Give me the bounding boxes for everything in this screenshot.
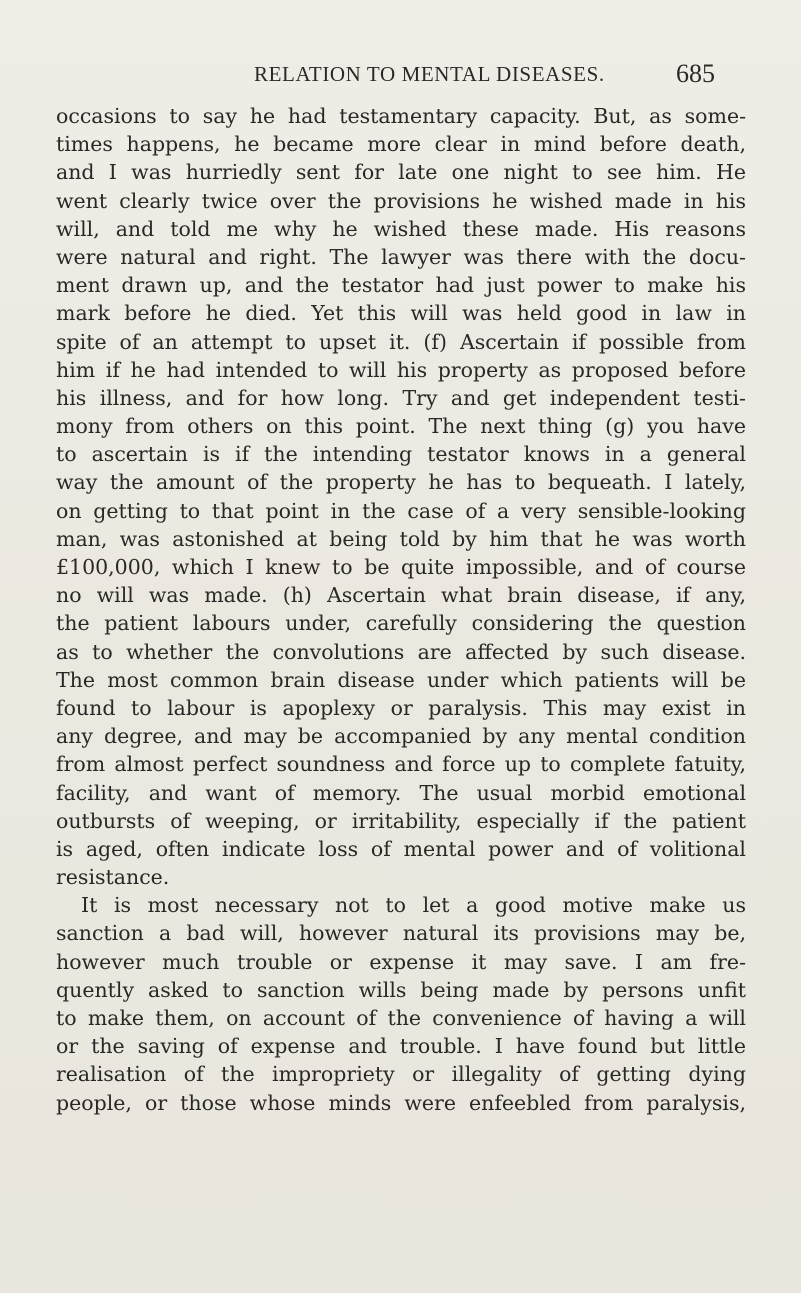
body-text: [56, 102, 746, 1117]
running-head: RELATION TO MENTAL DISEASES.: [254, 62, 605, 86]
text-line: realisation of the impropriety or illegality of getting dying: [56, 1062, 746, 1087]
text-line: to ascertain is if the intending testator knows in a general: [56, 442, 746, 467]
text-line: is aged, often indicate loss of mental power and of volitional: [56, 836, 746, 861]
text-line: on getting to that point in the case of a very sensible-looking: [56, 498, 746, 523]
text-line: way the amount of the property he has to bequeath. I lately,: [56, 470, 746, 495]
text-line: any degree, and may be accompanied by any mental condition: [56, 724, 746, 749]
text-line: as to whether the convolutions are affected by such disease.: [56, 639, 746, 664]
text-line: people, or those whose minds were enfeebled from paralysis,: [56, 1090, 746, 1115]
text-line: found to labour is apoplexy or paralysis. This may exist in: [56, 695, 746, 720]
text-line: will, and told me why he wished these made. His reasons: [56, 216, 746, 241]
page-number: 685: [676, 59, 715, 88]
text-line: his illness, and for how long. Try and get independent testi-: [56, 385, 746, 410]
text-line: to make them, on account of the convenience of having a will: [56, 1006, 746, 1030]
text-line: from almost perfect soundness and force up to complete fatuity,: [56, 752, 746, 777]
text-line: £100,000, which I knew to be quite impossible, and of course: [56, 555, 746, 579]
text-line: The most common brain disease under which patients will be: [56, 667, 746, 692]
text-line: him if he had intended to will his property as proposed before: [56, 357, 746, 382]
text-line: were natural and right. The lawyer was there with the docu-: [56, 244, 746, 269]
text-line: spite of an attempt to upset it. (f) Ascertain if possible from: [56, 329, 746, 354]
text-line: the patient labours under, carefully considering the question: [56, 611, 746, 636]
page-header: [0, 59, 801, 90]
text-line: mony from others on this point. The next thing (g) you have: [56, 414, 746, 439]
text-line: quently asked to sanction wills being made by persons unfit: [56, 977, 746, 1002]
text-line: times happens, he became more clear in mind before death,: [56, 132, 746, 157]
text-line: however much trouble or expense it may save. I am fre-: [56, 949, 746, 974]
text-line: It is most necessary not to let a good motive make us: [81, 893, 746, 918]
text-line: facility, and want of memory. The usual morbid emotional: [56, 780, 746, 805]
text-line: and I was hurriedly sent for late one night to see him. He: [56, 160, 746, 185]
text-line: sanction a bad will, however natural its provisions may be,: [56, 921, 746, 946]
text-line: occasions to say he had testamentary capacity. But, as some-: [56, 104, 746, 128]
text-line: ment drawn up, and the testator had just power to make his: [56, 273, 746, 298]
text-line: no will was made. (h) Ascertain what brain disease, if any,: [56, 583, 746, 608]
text-line: outbursts of weeping, or irritability, especially if the patient: [56, 808, 746, 833]
text-line: went clearly twice over the provisions he wished made in his: [56, 188, 746, 213]
text-line: man, was astonished at being told by him that he was worth: [56, 526, 746, 551]
text-line: or the saving of expense and trouble. I have found but little: [56, 1034, 746, 1059]
paragraph-2: [56, 891, 746, 1117]
text-line: resistance.: [56, 865, 170, 890]
paragraph-1: [56, 102, 746, 891]
text-line: mark before he died. Yet this will was held good in law in: [56, 301, 746, 326]
